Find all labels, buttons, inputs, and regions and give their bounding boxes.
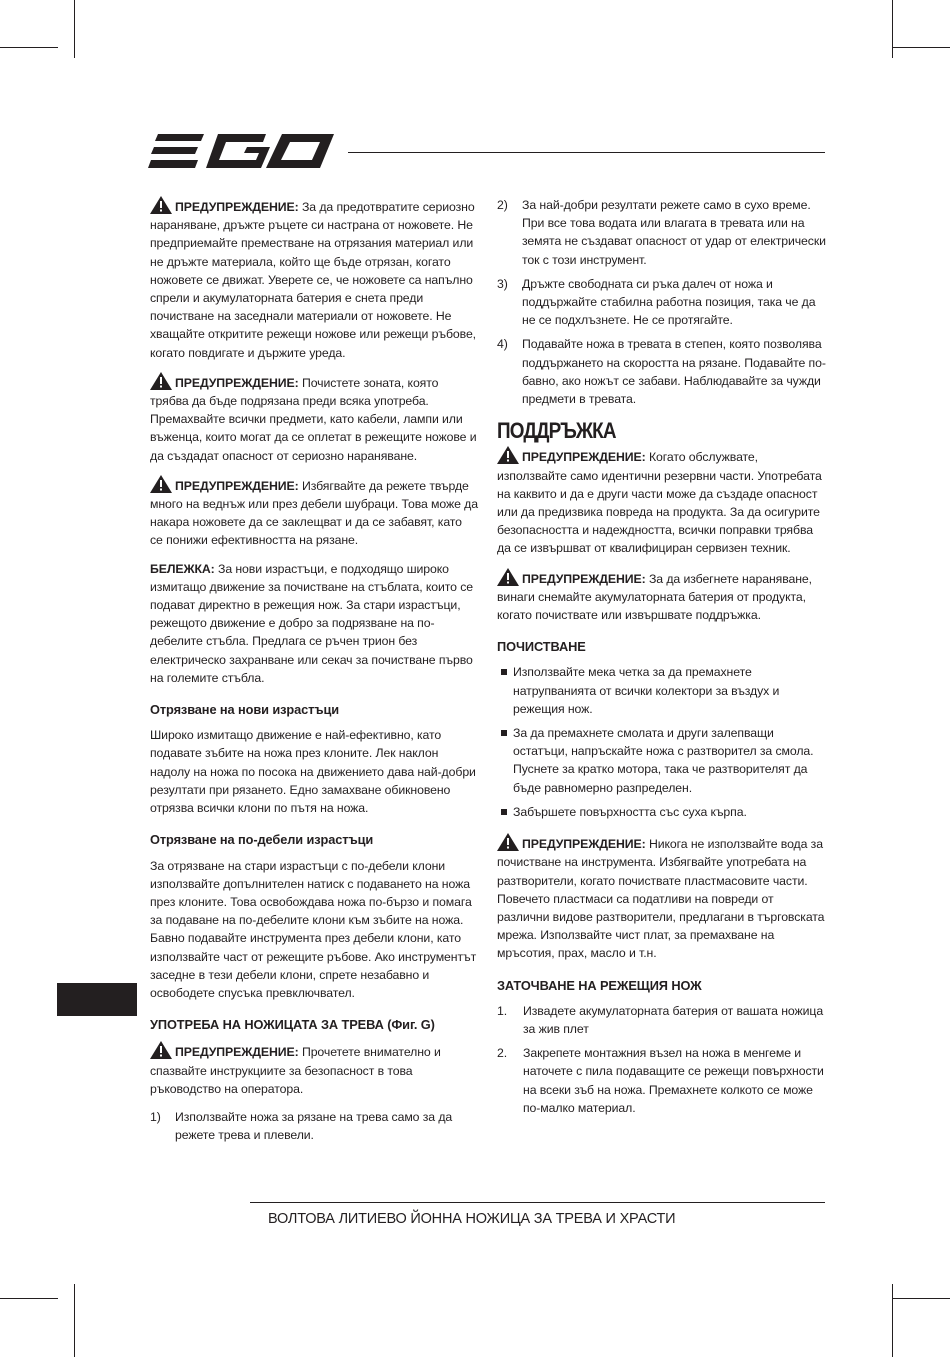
footer-title: ВОЛТОВА ЛИТИЕВО ЙОННА НОЖИЦА ЗА ТРЕВА И ХРАСТИ xyxy=(268,1211,676,1227)
warning-paragraph xyxy=(497,446,827,557)
list-item-number: 1. xyxy=(497,1003,508,1018)
warning-triangle-icon xyxy=(497,833,519,851)
thick-growth-heading: Отрязване на по-дебели израстъци xyxy=(150,832,374,848)
crop-mark xyxy=(892,1284,893,1357)
crop-mark xyxy=(892,1298,950,1299)
cleaning-heading: ПОЧИСТВАНЕ xyxy=(497,639,586,655)
grass-use-list xyxy=(150,1108,478,1144)
side-language-tab xyxy=(57,983,137,1016)
list-item: За да премахнете смолата и други залепващи остатъци, напръскайте ножа с разтворител за смола. Пуснете за кратко мотора, така че разтворителят да бъде равномерно разпределен. xyxy=(497,724,827,797)
warning-text: За да избегнете нараняване, винаги снемайте акумулаторната батерия от продукта, когато почиствате или извършвате поддръжка. xyxy=(497,571,812,623)
warning-paragraph xyxy=(150,372,478,465)
warning-text: Прочетете внимателно и спазвайте инструкциите за безопасност в това ръководство на оператора. xyxy=(150,1045,441,1096)
warning-triangle-icon xyxy=(150,196,172,214)
crop-mark xyxy=(892,0,893,58)
new-growth-text: Широко измитащо движение е най-ефективно, като подавате зъбите на ножа през клоните. Лек наклон надолу на ножа по посока на движението дава най-добри резултати при рязането. Едно замахване обикновено отрязва всички клони по пътя на ножа. xyxy=(150,728,476,816)
cleaning-list xyxy=(497,663,827,821)
list-item-number: 3) xyxy=(497,276,508,291)
warning-label: ПРЕДУПРЕЖДЕНИЕ: xyxy=(175,200,299,214)
grass-use-heading: УПОТРЕБА НА НОЖИЦАТА ЗА ТРЕВА (Фиг. G) xyxy=(150,1017,435,1033)
warning-text: Почистете зоната, която трябва да бъде подрязана преди всяка употреба. Премахвайте всички предмети, като кабели, лампи или въженца, които могат да се оплетат в режещите ножове и да създадат опасност от сериозно нараняване. xyxy=(150,375,477,463)
header-rule xyxy=(348,152,825,153)
crop-mark xyxy=(892,47,950,48)
warning-label: ПРЕДУПРЕЖДЕНИЕ: xyxy=(175,375,299,390)
list-item-text: За най-добри резултати режете само в сухо време. При все това водата или влагата в тревата или на земята не създават опасност от удар от електрически ток с този инструмент. xyxy=(522,198,826,267)
warning-triangle-icon xyxy=(150,1041,172,1059)
warning-label: ПРЕДУПРЕЖДЕНИЕ: xyxy=(175,478,299,493)
list-item-number: 2. xyxy=(497,1046,508,1061)
list-item xyxy=(150,1108,478,1144)
ego-logo xyxy=(148,128,334,174)
list-item-text: Дръжте свободната си ръка далеч от ножа и поддържайте стабилна работна позиция, така че да не се подхлъзнете. Не се протягайте. xyxy=(522,276,816,328)
footer-rule xyxy=(250,1202,825,1203)
sharpening-heading: ЗАТОЧВАНЕ НА РЕЖЕЩИЯ НОЖ xyxy=(497,977,702,993)
warning-label: ПРЕДУПРЕЖДЕНИЕ: xyxy=(522,837,646,852)
note-paragraph xyxy=(150,560,478,687)
crop-mark xyxy=(0,47,58,48)
warning-text: За да предотвратите сериозно нараняване, дръжте ръцете си настрана от ножовете. Не предприемайте преместване на отрязания материал или не дръжте материала, който ще бъде отрязан, когато ножовете се движат. Уверете се, че ножовете са напълно спрели и акумулаторната батерия е снета преди почистване на заседнали материали от ножовете. Не хващайте откритите режещи ножове или режещи ръбове, когато повдигате и държите уреда. xyxy=(150,200,477,360)
warning-triangle-icon xyxy=(497,446,519,464)
maintenance-title: ПОДДРЪЖКА xyxy=(497,418,616,444)
warning-label: ПРЕДУПРЕЖДЕНИЕ: xyxy=(175,1045,299,1060)
thick-growth-text: За отрязване на стари израстъци с по-дебели клони използвайте допълнителен натиск с подаването на ножа през клоните. Това освобождава ножа по-бързо и помага за подаване на по-дебелите клони към зъбите на ножа. Бавно подавайте инструмента през дебели клони, като използвайте част от режещите ръбове. Ако инструментът заседне в тези дебели клони, спрете незабавно и освободете спусъка превключвател. xyxy=(150,858,477,1000)
warning-triangle-icon xyxy=(150,475,172,493)
list-item xyxy=(497,275,827,330)
left-column xyxy=(150,196,478,1150)
warning-paragraph xyxy=(497,833,827,962)
note-text: За нови израстъци, е подходящо широко измитащо движение за почистване на стъблата, които се подават директно в режещия нож. За стари израстъци, режещото движение е добро за подрязване на по-дебелите стъбла. Предлага се ръчен трион без електрическо захранване или секач за почистване първо на големите стъбла. xyxy=(150,561,473,685)
note-label: БЕЛЕЖКА: xyxy=(150,561,215,576)
list-item xyxy=(497,196,827,269)
warning-paragraph xyxy=(497,568,827,625)
list-item-text: Използвайте ножа за рязане на трева само за да режете трева и плевели. xyxy=(175,1109,453,1143)
list-item xyxy=(497,1044,827,1117)
warning-paragraph xyxy=(150,1041,478,1098)
list-item-text: Закрепете монтажния възел на ножа в менгеме и наточете с пила подаващите се режещи повърхности на всеки зъб на ножа. Премахнете колкото се може по-малко материал. xyxy=(523,1046,824,1115)
list-item xyxy=(497,335,827,408)
right-column xyxy=(497,196,827,1123)
warning-triangle-icon xyxy=(150,372,172,390)
crop-mark xyxy=(74,0,75,58)
warning-paragraph xyxy=(150,475,478,550)
crop-mark xyxy=(74,1284,75,1357)
list-item-number: 1) xyxy=(150,1109,161,1124)
warning-text: Никога не използвайте вода за почистване на инструмента. Избягвайте употребата на разтворители, когато почиствате пластмасовите части. Повечето пластмаси са податливи на повреди от различни видове разтворители, предлагани в търговската мрежа. Използвайте чист плат, за премахване на мръсотия, прах, масло и т.н. xyxy=(497,837,825,961)
list-item-text: Извадете акумулаторната батерия от вашата ножица за жив плет xyxy=(523,1003,824,1036)
grass-use-list-continued xyxy=(497,196,827,408)
list-item: Използвайте мека четка за да премахнете натрупванията от всички колектори за въздух и режещия нож. xyxy=(497,663,827,718)
list-item xyxy=(497,1002,827,1038)
warning-paragraph xyxy=(150,196,478,362)
list-item: Забършете повърхността със суха кърпа. xyxy=(497,803,827,821)
warning-label: ПРЕДУПРЕЖДЕНИЕ: xyxy=(522,450,646,465)
list-item-text: Подавайте ножа в тревата в степен, която позволява поддържането на скоростта на рязане. Подавайте по-бавно, ако ножът се забави. Наблюдавайте за чужди предмети в тревата. xyxy=(522,337,826,407)
warning-label: ПРЕДУПРЕЖДЕНИЕ: xyxy=(522,571,646,586)
warning-text: Избягвайте да режете твърде много на веднъж или през дебели шубраци. Това може да накара ножовете да се заклещват и да се забавят, като се понижи ефективността на рязане. xyxy=(150,478,478,548)
list-item-number: 4) xyxy=(497,337,508,352)
crop-mark xyxy=(0,1298,58,1299)
new-growth-heading: Отрязване на нови израстъци xyxy=(150,702,340,718)
warning-text: Когато обслужвате, използвайте само идентични резервни части. Употребата на каквито и да е други части може да създаде опасност или да предизвика повреда на продукта. За да осигурите безопасността и надеждността, всички поправки трябва да се извършват от квалифициран сервизен техник. xyxy=(497,450,822,556)
warning-triangle-icon xyxy=(497,568,519,586)
sharpening-list xyxy=(497,1002,827,1117)
list-item-number: 2) xyxy=(497,198,508,212)
